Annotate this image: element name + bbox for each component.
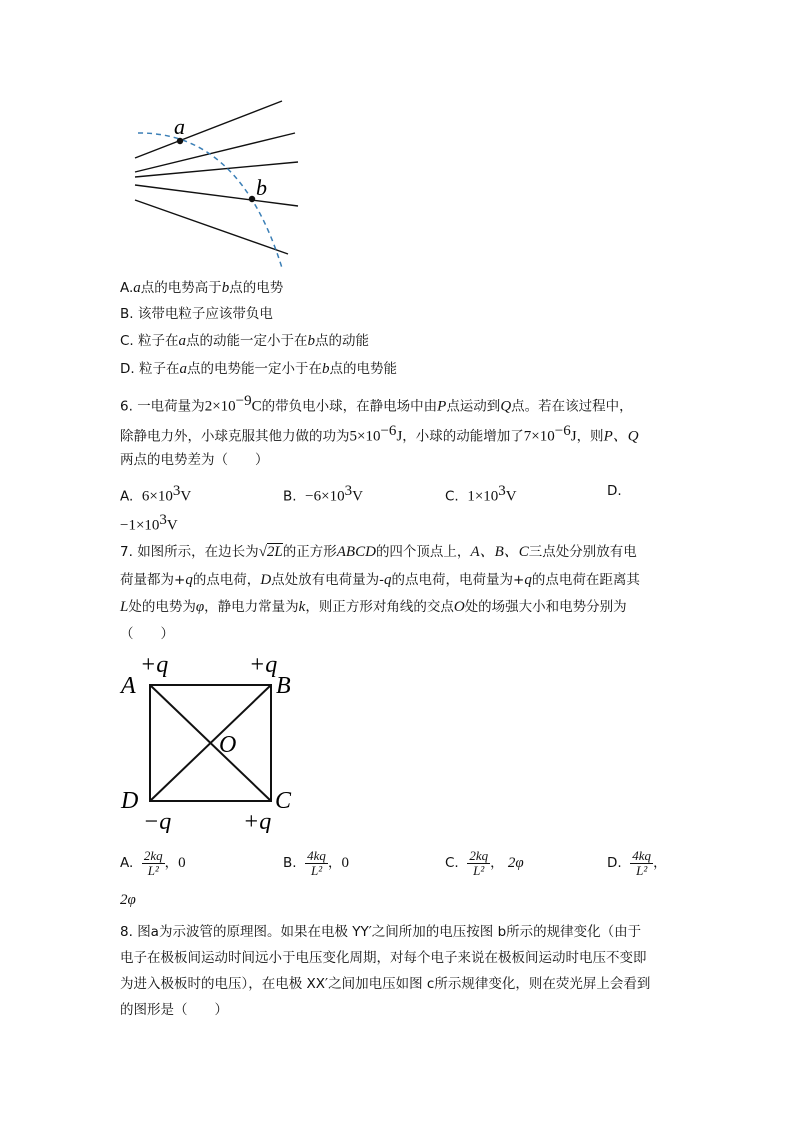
q7-stem-line1: 7. 如图所示，在边长为√2L的正方形ABCD的四个顶点上，A、B、C三点处分别放有电 [120,544,637,560]
q7-stem-line2: 荷量都为+q的点电荷，D点处放有电荷量为-q的点电荷，电荷量为+q的点电荷在距离其 [120,572,640,588]
q6-option-b[interactable]: B. $-6\times 10^3V$ [283,483,363,505]
field-line [135,185,298,206]
point-b [249,196,255,202]
q6-option-a[interactable]: A. $6\times 10^3V$ [120,483,192,505]
q6-stem-line1: 6. 一电荷量为$2\times 10^{-9}C$的带负电小球，在静电场中由P点运动到Q点。若在该过程中， [120,393,633,415]
label-b: b [256,175,267,200]
q7-option-d-phi[interactable]: 2φ [120,892,136,908]
q8-stem-line1: 8. 图a为示波管的原理图。如果在电极 YY′之间所加的电压按图 b所示的规律变化（由于 [120,924,642,940]
q7-option-a[interactable]: A. $\frac{2kq}{\text{L²}}$ ，0 [120,847,186,878]
sqrt-symbol: √ [258,544,267,560]
q7-stem-line4: （ ） [120,626,174,642]
field-line [135,200,288,254]
q6-option-d-value[interactable]: $-1\times 10^3V$ [120,512,178,534]
field-line [135,162,298,177]
q7-option-c[interactable]: C. $\frac{2kq}{\text{L²}}$ ， 2φ [445,847,524,878]
q5-option-a[interactable]: A.a点的电势高于b点的电势 [120,280,284,296]
q8-stem-line4: 的图形是（ ） [120,1002,228,1018]
field-line [135,133,295,172]
q7-option-b[interactable]: B. $\frac{4kq}{\text{L²}}$ ，0 [283,847,349,878]
label-o: O [219,732,237,758]
field-line [135,101,282,158]
label-d: D [121,788,139,814]
q5-option-b[interactable]: B. 该带电粒子应该带负电 [120,306,273,322]
charge-d: −q [143,809,172,833]
q7-stem-line3: L处的电势为φ，静电力常量为k，则正方形对角线的交点O处的场强大小和电势分别为 [120,599,627,615]
q6-stem-line2: 除静电力外，小球克服其他力做的功为$5\times 10^{-6}J$，小球的动能增加了$7\times 10^{-6}J$，则P、Q [120,423,639,445]
q6-option-d-letter[interactable]: D. [607,483,622,499]
q6-option-c[interactable]: C. $1\times 10^3V$ [445,483,517,505]
label-b: B [276,673,291,699]
q7-option-d[interactable]: D. $\frac{4kq}{\text{L²}}$ ， [607,847,667,878]
q5-option-d[interactable]: D. 粒子在a点的电势能一定小于在b点的电势能 [120,361,397,377]
label-c: C [275,788,292,814]
q8-stem-line2: 电子在极板间运动时间远小于电压变化周期，对每个电子来说在极板间运动时电压不变即 [120,950,647,966]
square-charges-figure [115,648,305,833]
charge-a: +q [140,652,169,678]
charge-b: +q [249,652,278,678]
q8-stem-line3: 为进入极板时的电压），在电极 XX′之间加电压如图 c所示规律变化，则在荧光屏上会看到 [120,976,651,992]
q5-option-c[interactable]: C. 粒子在a点的动能一定小于在b点的动能 [120,333,370,349]
q6-stem-line3: 两点的电势差为（ ） [120,452,269,468]
label-a: A [121,673,136,699]
charge-c: +q [243,809,272,833]
label-a: a [174,114,185,139]
field-lines-figure [120,92,320,272]
